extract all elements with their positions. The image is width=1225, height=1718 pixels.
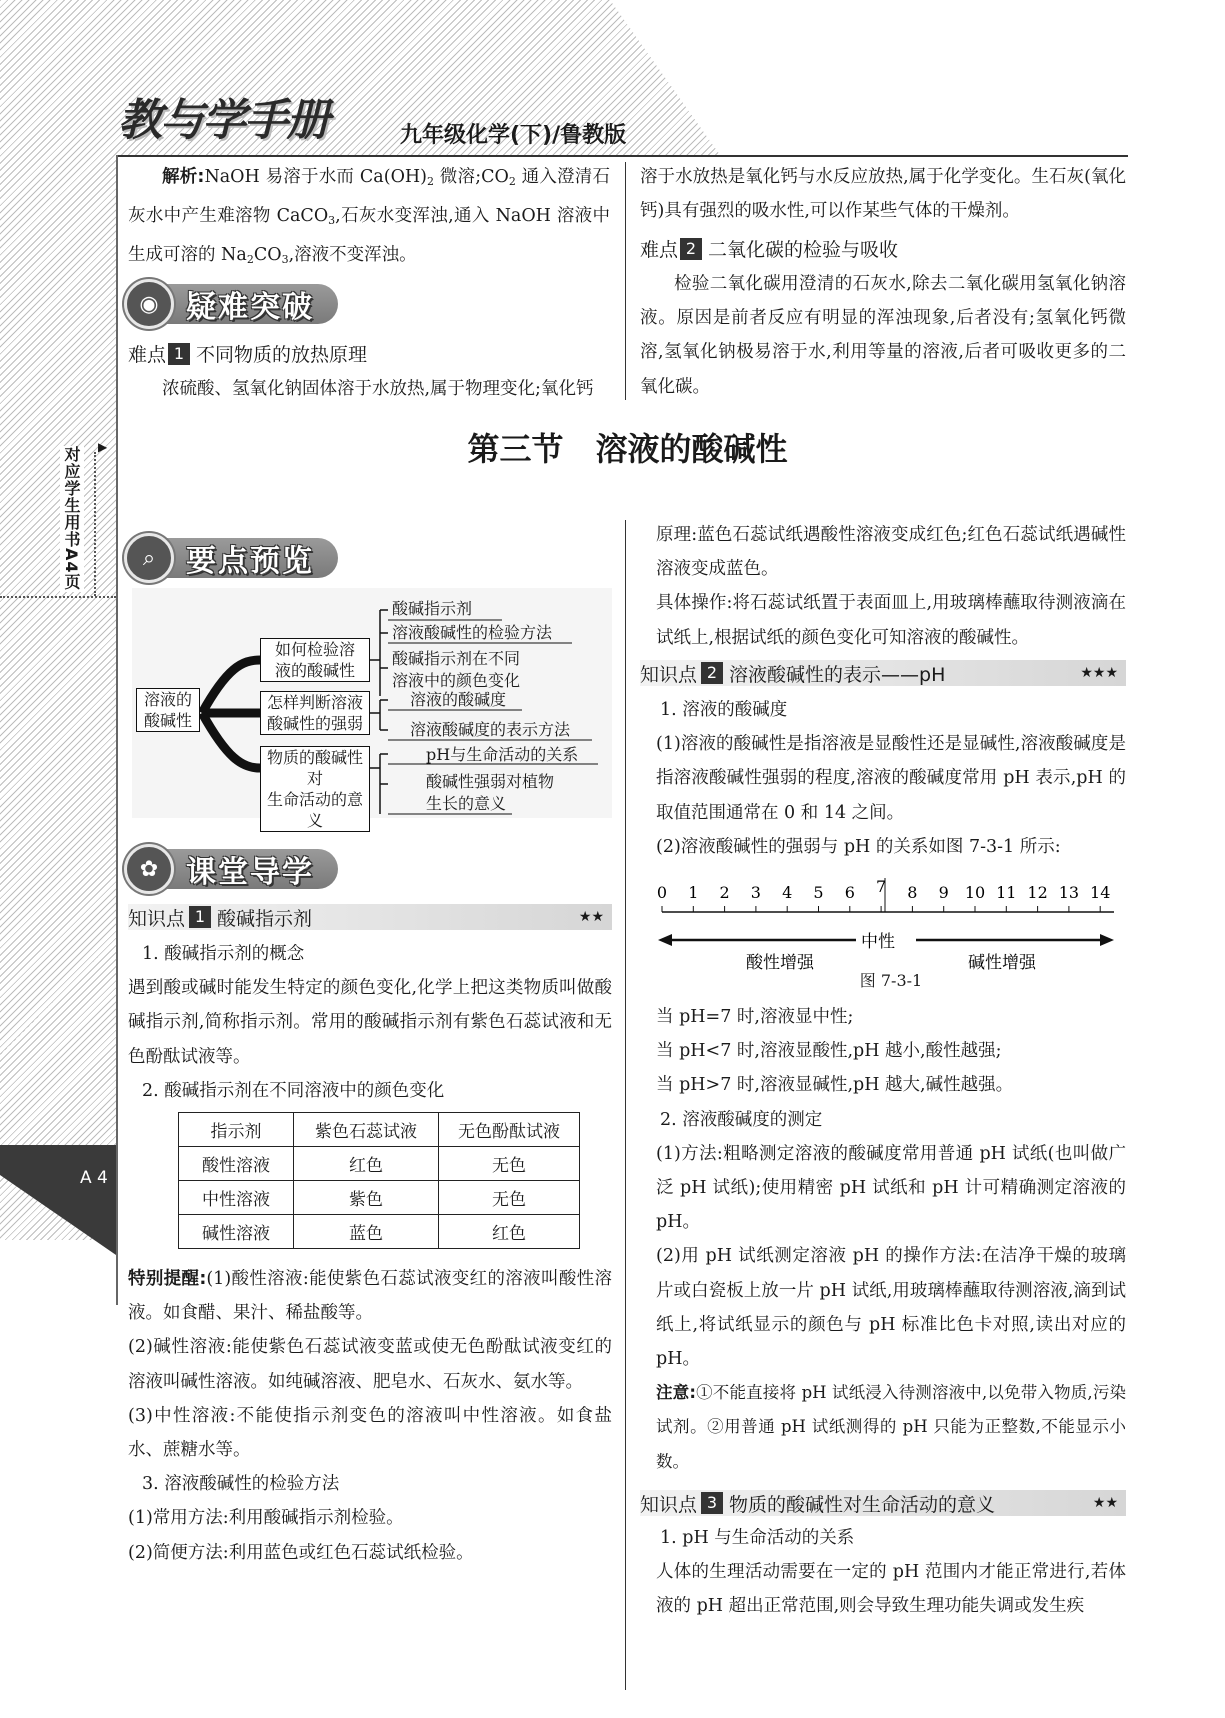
table-row <box>179 1147 580 1181</box>
leaf-3-3: 生长的意义 <box>426 794 507 813</box>
magnifier-icon: ◉ <box>124 279 174 329</box>
kp1-title: 酸碱指示剂 <box>217 907 313 930</box>
banner-ketang <box>124 848 338 890</box>
table-header: 紫色石蕊试液 <box>294 1113 439 1147</box>
difficulty-2-label: 难点 <box>640 239 679 261</box>
difficulty-1-label: 难点 <box>128 344 167 366</box>
kp3-num: 3 <box>701 1492 723 1514</box>
kp1-num: 1 <box>189 906 211 928</box>
note-2: (2)碱性溶液:能使紫色石蕊试液变蓝或使无色酚酞试液变红的溶液叫碱性溶液。如纯碱溶液、肥皂水、石灰水、氨水等。 <box>128 1337 612 1392</box>
column-divider-bottom <box>625 520 626 1690</box>
side-tab-arrow: ▶ <box>98 440 108 454</box>
kp3-stars: ★★ <box>1092 1495 1118 1511</box>
leaf-3-2: 酸碱性强弱对植物 <box>426 772 555 791</box>
side-tab-text: 对应学生用书A4页 <box>62 446 81 591</box>
left-p4: 3. 溶液酸碱性的检验方法 <box>142 1474 340 1495</box>
difficulty-2-title: 二氧化碳的检验与吸收 <box>708 239 899 261</box>
top-right-text2: 检验二氧化碳用澄清的石灰水,除去二氧化碳用氢氧化钠溶液。原因是前者反应有明显的浑浊现象,后者没有;氢氧化钙微溶,氢氧化钠极易溶于水,利用等量的溶液,后者可吸收更多的二氧化碳。 <box>640 274 1126 397</box>
right-r7: 当 pH<7 时,溶液显酸性,pH 越小,酸性越强; <box>656 1041 1002 1062</box>
knowledge-point-3 <box>640 1490 1126 1516</box>
page-number: A 4 <box>80 1168 108 1188</box>
side-hatch <box>0 0 116 1240</box>
ph-tick-label: 2 <box>719 883 730 902</box>
branch-2 <box>260 691 370 735</box>
branch-2-line-1: 怎样判断溶液 <box>266 693 363 712</box>
table-cell: 无色 <box>439 1147 580 1181</box>
right-r11: (2)用 pH 试纸测定溶液 pH 的操作方法:在洁净干燥的玻璃片或白瓷板上放一片 pH 试纸,用玻璃棒蘸取待测溶液,滴到试纸上,将试纸显示的颜色与 pH 标准比色卡对照,读出对应的 pH。 <box>656 1246 1126 1370</box>
mind-map-root <box>136 688 200 732</box>
note-3: (3)中性溶液:不能使指示剂变色的溶液叫中性溶液。如食盐水、蔗糖水等。 <box>128 1405 612 1461</box>
difficulty-1 <box>128 340 367 367</box>
left-p1: 1. 酸碱指示剂的概念 <box>142 944 305 964</box>
right-r2: 具体操作:将石蕊试纸置于表面皿上,用玻璃棒蘸取待测液滴在试纸上,根据试纸的颜色变化可知溶液的酸碱性。 <box>656 593 1126 648</box>
table-cell: 碱性溶液 <box>179 1215 294 1249</box>
right-body-4 <box>656 1521 1126 1624</box>
kp2-title: 溶液酸碱性的表示——pH <box>729 663 946 686</box>
right-r3: 1. 溶液的酸碱度 <box>660 700 788 720</box>
right-r6: 当 pH=7 时,溶液显中性; <box>656 1007 854 1027</box>
right-body-1 <box>656 518 1126 655</box>
knowledge-point-2 <box>640 660 1126 686</box>
magnifier-icon: ⌕ <box>124 533 174 583</box>
leaf-3-1: pH与生命活动的关系 <box>426 745 579 764</box>
ph-tick-label: 1 <box>688 883 699 902</box>
branch-3-line-2: 生命活动的意义 <box>266 790 363 830</box>
ph-base-label: 碱性增强 <box>968 953 1036 973</box>
ph-tick-label: 5 <box>813 883 824 902</box>
ph-caption: 图 7-3-1 <box>859 971 923 990</box>
ph-tick-label: 4 <box>782 883 793 902</box>
ph-tick-label: 9 <box>938 883 949 902</box>
kp2-label: 知识点 <box>640 663 698 686</box>
ph-tick-label: 6 <box>844 883 855 902</box>
section-title: 第三节 溶液的酸碱性 <box>467 430 788 468</box>
left-p2: 遇到酸或碱时能发生特定的颜色变化,化学上把这类物质叫做酸碱指示剂,简称指示剂。常用的酸碱指示剂有紫色石蕊试液和无色酚酞试液等。 <box>128 978 612 1067</box>
table-cell: 酸性溶液 <box>179 1147 294 1181</box>
right-r12: 1. pH 与生命活动的关系 <box>660 1528 855 1548</box>
branch-1 <box>260 638 370 682</box>
difficulty-2-num: 2 <box>680 238 702 260</box>
ph-tick-label: 10 <box>964 883 986 902</box>
table-header: 指示剂 <box>179 1113 294 1147</box>
ph-tick-label: 11 <box>996 883 1017 902</box>
flower-icon: ✿ <box>124 844 174 894</box>
ph-tick-label: 13 <box>1058 883 1080 902</box>
right-body-2 <box>656 693 1126 864</box>
header-subtitle: 九年级化学(下)/鲁教版 <box>400 123 627 148</box>
right-r10: (1)方法:粗略测定溶液的酸碱度常用普通 pH 试纸(也叫做广泛 pH 试纸);使用精密 pH 试纸和 pH 计可精确测定溶液的 pH。 <box>656 1143 1126 1233</box>
leaf-1-1: 酸碱指示剂 <box>392 599 473 618</box>
left-body-2 <box>128 1262 612 1570</box>
banner-yaodian-label: 要点预览 <box>160 538 338 578</box>
root-line-1: 溶液的 <box>143 690 192 709</box>
branch-1-line-2: 液的酸碱性 <box>274 661 355 680</box>
kp1-stars: ★★ <box>578 909 604 925</box>
note-1 <box>128 1262 612 1330</box>
ph-tick-label: 7 <box>876 877 887 896</box>
leaf-2-1: 溶液的酸碱度 <box>410 690 507 709</box>
kp3-title: 物质的酸碱性对生命活动的意义 <box>729 1493 996 1516</box>
indicator-table <box>178 1112 580 1249</box>
right-r8: 当 pH>7 时,溶液显碱性,pH 越大,碱性越强。 <box>656 1075 1014 1096</box>
left-p3: 2. 酸碱指示剂在不同溶液中的颜色变化 <box>142 1080 445 1101</box>
banner-ketang-label: 课堂导学 <box>160 849 338 889</box>
notice-text: ①不能直接将 pH 试纸浸入待测溶液中,以免带入物质,污染试剂。②用普通 pH 试纸测得的 pH 只能为正整数,不能显示小数。 <box>656 1383 1126 1471</box>
ph-tick-label: 0 <box>656 883 668 902</box>
right-r5: (2)溶液酸碱性的强弱与 pH 的关系如图 7-3-1 所示: <box>656 836 1061 857</box>
branch-3 <box>260 746 370 832</box>
side-dotted-line-v <box>94 452 96 596</box>
table-cell: 红色 <box>439 1215 580 1249</box>
table-header: 无色酚酞试液 <box>439 1113 580 1147</box>
column-divider-top <box>625 162 626 400</box>
notice-label: 注意: <box>656 1383 696 1403</box>
ph-acid-label: 酸性增强 <box>746 953 814 973</box>
branch-3-line-1: 物质的酸碱性对 <box>266 748 363 788</box>
branch-2-line-2: 酸碱性的强弱 <box>266 714 363 733</box>
difficulty-1-num: 1 <box>168 343 190 365</box>
left-p5: (1)常用方法:利用酸碱指示剂检验。 <box>128 1508 404 1529</box>
table-row <box>179 1181 580 1215</box>
knowledge-point-1 <box>128 904 612 930</box>
leaf-1-4: 溶液中的颜色变化 <box>392 671 521 690</box>
logo: 教与学手册 <box>118 95 328 146</box>
right-r1: 原理:蓝色石蕊试纸遇酸性溶液变成红色;红色石蕊试纸遇碱性溶液变成蓝色。 <box>656 525 1126 580</box>
ph-tick-label: 14 <box>1090 883 1111 902</box>
table-cell: 红色 <box>294 1147 439 1181</box>
left-p6: (2)简便方法:利用蓝色或红色石蕊试纸检验。 <box>128 1542 474 1563</box>
right-r4: (1)溶液的酸碱性是指溶液是显酸性还是显碱性,溶液酸碱度是指溶液酸碱性强弱的程度,溶液的酸碱度常用 pH 表示,pH 的取值范围通常在 0 和 14 之间。 <box>656 734 1126 823</box>
analysis-label: 解析: <box>162 167 205 187</box>
header-rule <box>118 155 1128 157</box>
mind-map <box>132 588 612 830</box>
side-dotted-line <box>0 596 116 598</box>
note-1-text: (1)酸性溶液:能使紫色石蕊试液变红的溶液叫酸性溶液。如食醋、果汁、稀盐酸等。 <box>128 1269 612 1324</box>
branch-1-line-1: 如何检验溶 <box>274 640 355 659</box>
right-r9: 2. 溶液酸碱度的测定 <box>660 1109 823 1130</box>
difficulty-1-text: 浓硫酸、氢氧化钠固体溶于水放热,属于物理变化;氧化钙 <box>162 379 594 399</box>
top-right-text1: 溶于水放热是氧化钙与水反应放热,属于化学变化。生石灰(氧化钙)具有强烈的吸水性,可以作某些气体的干燥剂。 <box>640 167 1126 222</box>
note-label: 特别提醒: <box>128 1269 207 1289</box>
ph-tick-label: 3 <box>750 883 761 902</box>
notice <box>656 1376 1126 1479</box>
root-line-2: 酸碱性 <box>143 711 192 730</box>
kp1-label: 知识点 <box>128 907 186 930</box>
analysis-text: NaOH 易溶于水而 $Ca(OH)_2$ 微溶$;CO_2$ 通入澄清石灰水中产生难溶物 CaCO$_3$,石灰水变浑浊,通入 NaOH 溶液中生成可溶的 $Na_2CO_3$,溶液不变浑浊。 <box>128 167 611 267</box>
leaf-2-2: 溶液酸碱度的表示方法 <box>410 720 571 739</box>
ph-tick-label: 8 <box>907 883 918 902</box>
table-cell: 紫色 <box>294 1181 439 1215</box>
leaf-1-2: 溶液酸碱性的检验方法 <box>392 623 553 642</box>
table-cell: 中性溶液 <box>179 1181 294 1215</box>
left-body-1 <box>128 937 612 1108</box>
side-border-line <box>116 155 118 1305</box>
difficulty-2 <box>640 235 898 262</box>
kp2-stars: ★★★ <box>1080 665 1118 681</box>
table-header-row <box>179 1113 580 1147</box>
leaf-1-3: 酸碱指示剂在不同 <box>392 649 521 668</box>
right-r13: 人体的生理活动需要在一定的 pH 范围内才能正常进行,若体液的 pH 超出正常范围,则会导致生理功能失调或发生疾 <box>656 1562 1126 1617</box>
table-cell: 蓝色 <box>294 1215 439 1249</box>
table-row <box>179 1215 580 1249</box>
banner-yinan <box>124 283 338 325</box>
top-left-analysis <box>128 160 610 278</box>
table-cell: 无色 <box>439 1181 580 1215</box>
ph-tick-label: 12 <box>1027 883 1048 902</box>
kp3-label: 知识点 <box>640 1493 698 1516</box>
right-body-3 <box>656 1000 1126 1479</box>
banner-yaodian <box>124 537 338 579</box>
banner-yinan-label: 疑难突破 <box>160 284 338 324</box>
difficulty-1-title: 不同物质的放热原理 <box>196 344 368 366</box>
ph-neutral-label: 中性 <box>861 932 895 952</box>
kp2-num: 2 <box>701 662 723 684</box>
